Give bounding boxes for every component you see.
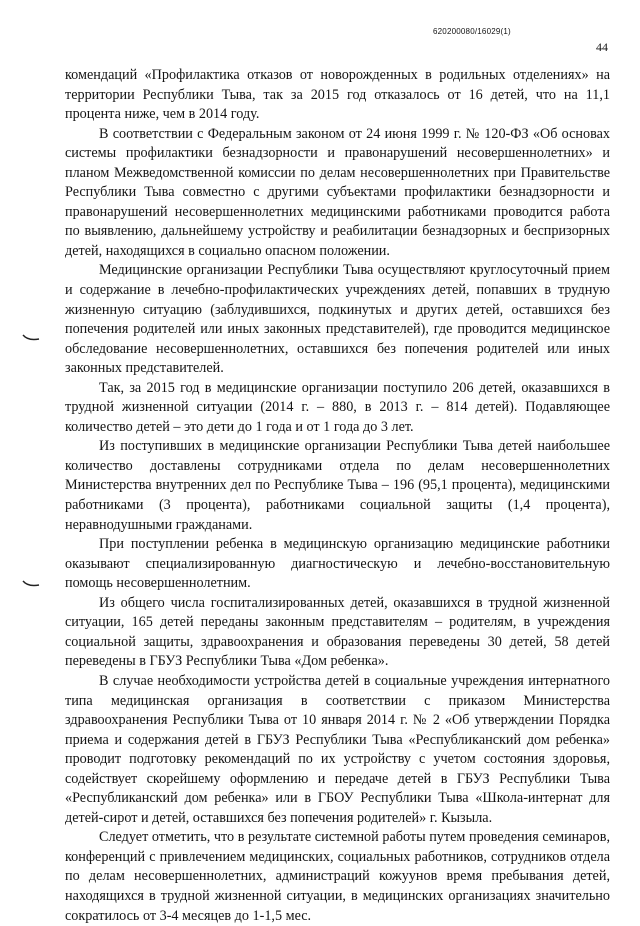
page-number: 44: [596, 40, 608, 54]
paragraph: В случае необходимости устройства детей в социальные учреждения интернатного типа медицинская организация в соответствии с приказом Министерства здравоохранения Республики Тыва от 10 января 2014 г. № 2 «Об утверждении Порядка приема и содержания детей в ГБУЗ Республики Тыва «Республиканский дом ребенка» проводит подготовку рекомендаций по их устройству с учетом состояния здоровья, содействует скорейшему оформлению и передаче детей в ГБУЗ Республики Тыва «Республиканский дом ребенка» или в ГБОУ Республики Тыва «Школа-интернат для детей-сирот и детей, оставшихся без попечения родителей» г. Кызыла.: [65, 672, 610, 826]
paragraph: Из поступивших в медицинские организации Республики Тыва детей наибольшее количество доставлены сотрудниками отдела по делам несовершеннолетних Министерства внутренних дел по Республике Тыва – 196 (95,1 процента), медицинскими работниками (3 процента), работниками социальной защиты (1,4 процента), неравнодушными гражданами.: [65, 438, 610, 533]
paragraph: Так, за 2015 год в медицинские организации поступило 206 детей, оказавшихся в трудной жизненной ситуации (2014 г. – 880, в 2013 г. – 814 детей). Подавляющее количество детей – это дети до 1 года и от 1 года до 3 лет.: [65, 379, 610, 435]
paragraph: Из общего числа госпитализированных детей, оказавшихся в трудной жизненной ситуации, 165 детей переданы законным представителям – родителям, в учреждения социальной защиты, здравоохранения и образования переведены 30 детей, 58 детей переведены в ГБУЗ Республики Тыва «Дом ребенка».: [65, 594, 610, 670]
paragraph: При поступлении ребенка в медицинскую организацию медицинские работники оказывают специализированную диагностическую и лечебно-восстановительную помощь несовершеннолетним.: [65, 536, 610, 592]
margin-tick-mark: [22, 334, 40, 342]
paragraph: комендаций «Профилактика отказов от новорожденных в родильных отделениях» на территории Республики Тыва, так за 2015 год отказалось от 16 детей, что на 11,1 процента ниже, чем в 2014 году.: [65, 67, 610, 123]
document-id: 620200080/16029(1): [433, 27, 511, 36]
paragraph: В соответствии с Федеральным законом от 24 июня 1999 г. № 120-ФЗ «Об основах системы профилактики безнадзорности и правонарушений несовершеннолетних» и планом Межведомственной комиссии по делам несовершеннолетних при Правительстве Республики Тыва совместно с другими субъектами профилактики безнадзорности и правонарушений несовершеннолетних медицинскими работниками проводится работа по выявлению, дальнейшему устройству и реабилитации безнадзорных и беспризорных детей, находящихся в социально опасном положении.: [65, 125, 610, 259]
document-body: [65, 66, 610, 926]
margin-tick-mark: [22, 580, 40, 588]
paragraph: Следует отметить, что в результате системной работы путем проведения семинаров, конференций с привлечением медицинских, социальных работников, сотрудников отдела по делам несовершеннолетних, администраций кожуунов время пребывания детей, находящихся в трудной жизненной ситуации, в медицинских организациях значительно сократилось от 3-4 месяцев до 1-1,5 мес.: [65, 829, 610, 924]
paragraph: Медицинские организации Республики Тыва осуществляют круглосуточный прием и содержание в лечебно-профилактических учреждениях детей, попавших в трудную жизненную ситуацию (заблудившихся, подкинутых и других детей, оставшихся без попечения родителей или иных законных представителей), где проводится медицинское обследование несовершеннолетних, оставшихся без попечения родителей или иных законных представителей.: [65, 262, 610, 377]
